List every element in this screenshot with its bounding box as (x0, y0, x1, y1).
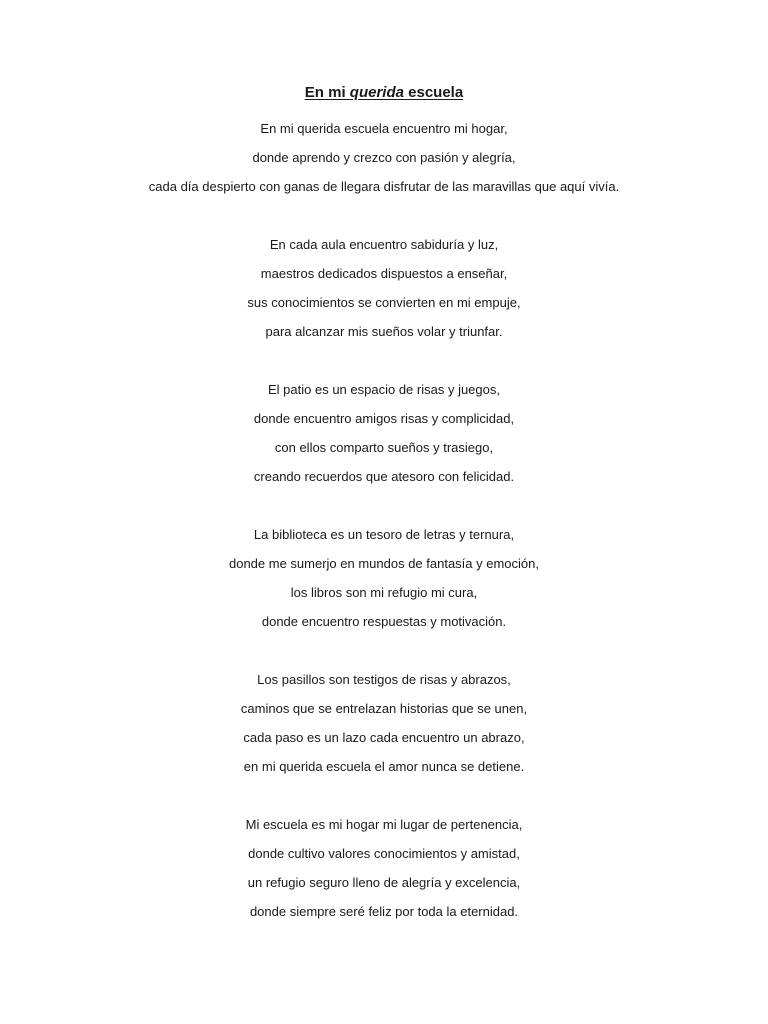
poem-line: En cada aula encuentro sabiduría y luz, (269, 237, 499, 252)
poem-line: Los pasillos son testigos de risas y abrazos, (257, 672, 511, 687)
poem-body (0, 114, 768, 955)
poem-line: donde cultivo valores conocimientos y amistad, (248, 846, 520, 861)
poem-line: un refugio seguro lleno de alegría y excelencia, (247, 875, 521, 890)
poem-line: El patio es un espacio de risas y juegos, (268, 382, 500, 397)
poem-line: donde aprendo y crezco con pasión y alegría, (252, 150, 516, 165)
poem-line: cada paso es un lazo cada encuentro un abrazo, (243, 730, 525, 745)
poem-line: para alcanzar mis sueños volar y triunfar. (265, 324, 503, 339)
poem-line: con ellos comparto sueños y trasiego, (274, 440, 494, 455)
poem-line: donde encuentro respuestas y motivación. (261, 614, 507, 629)
poem-line: los libros son mi refugio mi cura, (290, 585, 478, 600)
poem-line: Mi escuela es mi hogar mi lugar de pertenencia, (245, 817, 523, 832)
stanza-1 (0, 114, 768, 201)
stanza-5 (0, 665, 768, 781)
poem-line: en mi querida escuela el amor nunca se detiene. (243, 759, 525, 774)
stanza-2 (0, 230, 768, 346)
title-text-end: escuela (403, 84, 464, 101)
poem-line: caminos que se entrelazan historias que se unen, (240, 701, 528, 716)
stanza-6 (0, 810, 768, 926)
poem-line: cada día despierto con ganas de llegara disfrutar de las maravillas que aquí vivía. (148, 179, 620, 194)
poem-line: donde encuentro amigos risas y complicidad, (253, 411, 515, 426)
poem-line: En mi querida escuela encuentro mi hogar, (260, 121, 508, 136)
poem-line: creando recuerdos que atesoro con felicidad. (253, 469, 515, 484)
stanza-3 (0, 375, 768, 491)
poem-line: donde siempre seré feliz por toda la eternidad. (249, 904, 519, 919)
poem-line: donde me sumerjo en mundos de fantasía y emoción, (228, 556, 539, 571)
poem-title (0, 82, 768, 104)
stanza-4 (0, 520, 768, 636)
title-text-emphasis: querida (349, 84, 404, 101)
poem-line: sus conocimientos se convierten en mi empuje, (247, 295, 521, 310)
poem-line: maestros dedicados dispuestos a enseñar, (260, 266, 508, 281)
title-text-start: En mi (304, 84, 350, 101)
poem-line: La biblioteca es un tesoro de letras y ternura, (253, 527, 515, 542)
